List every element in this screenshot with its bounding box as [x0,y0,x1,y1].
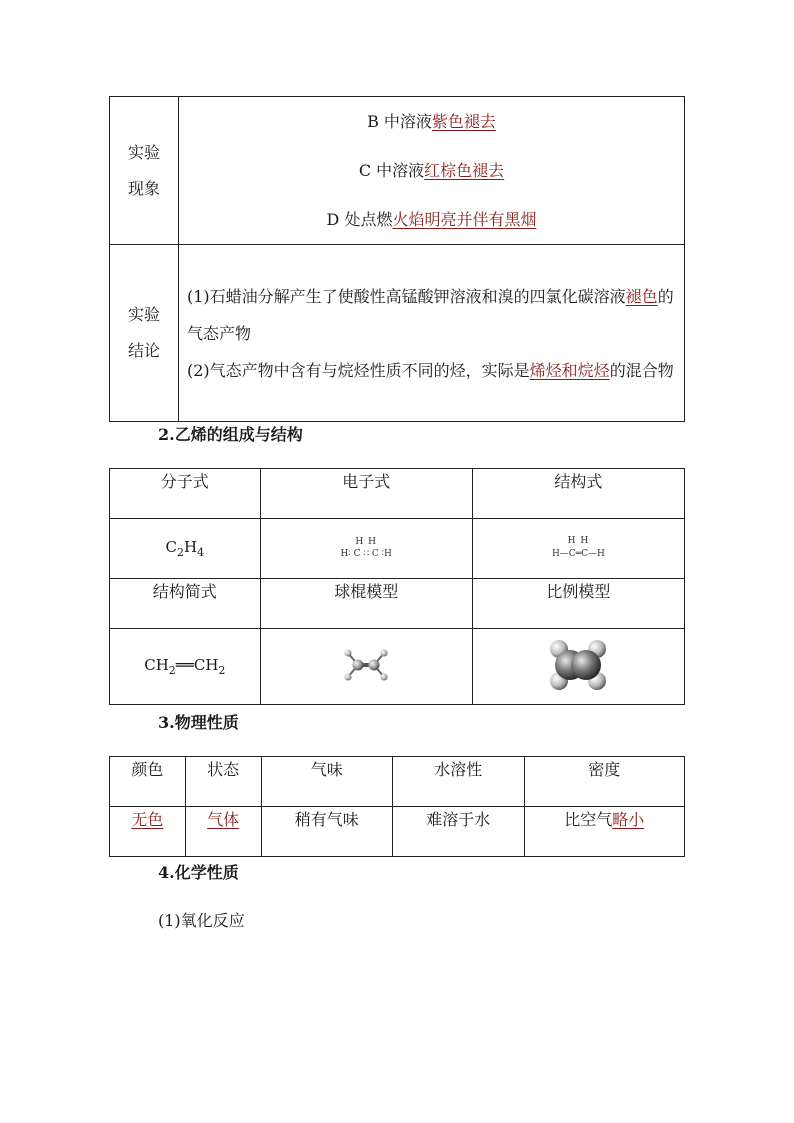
experiment-table [109,96,685,422]
phenomenon-line-b: B 中溶液紫色褪去 [367,112,496,131]
space-filling-model-cell [472,629,684,705]
space-filling-model-image [546,637,610,693]
section-heading-2: 2.乙烯的组成与结构 [158,425,303,444]
value-solubility: 难溶于水 [393,807,525,857]
structural-formula-top: H H [567,535,590,546]
phenomenon-label-cell [110,97,179,245]
structural-formula-main: H—C═C—H [551,548,605,559]
value-color: 无色 [110,807,186,857]
molecular-formula: $C_2H_4$ [110,519,261,579]
header-ball-stick: 球棍模型 [260,579,472,629]
header-structural-formula: 结构式 [472,469,684,519]
ethylene-structure-table [109,468,685,705]
phenomenon-line-d: D 处点燃火焰明亮并伴有黑烟 [326,210,537,229]
header-density: 密度 [524,757,684,807]
value-smell: 稍有气味 [261,807,393,857]
header-state: 状态 [185,757,261,807]
ball-stick-model-image [336,641,396,689]
electron-formula-main: H∶ C ∷ C ∶H [340,548,392,559]
sub-heading-oxidation: (1)氧化反应 [158,911,245,930]
header-smell: 气味 [261,757,393,807]
header-simple-formula: 结构简式 [110,579,261,629]
conclusion-label-cell [110,245,179,422]
ball-stick-model-cell [260,629,472,705]
conclusion-label: 实验 结论 [127,305,160,360]
section-heading-4: 4.化学性质 [158,863,239,882]
electron-formula-top: H H [355,536,377,547]
value-state: 气体 [185,807,261,857]
header-molecular-formula: 分子式 [110,469,261,519]
conclusion-1: (1)石蜡油分解产生了使酸性高锰酸钾溶液和溴的四氯化碳溶液褪色的气态产物 [187,286,674,343]
phenomenon-label: 实验 现象 [127,142,160,198]
header-space-filling: 比例模型 [472,579,684,629]
conclusion-2: (2)气态产物中含有与烷烃性质不同的烃，实际是烯烃和烷烃的混合物 [187,360,674,380]
section-heading-3: 3.物理性质 [158,713,239,732]
value-density: 比空气略小 [524,807,684,857]
phenomenon-line-c: C 中溶液红棕色褪去 [358,161,505,180]
header-solubility: 水溶性 [393,757,525,807]
header-color: 颜色 [110,757,186,807]
simple-formula: $CH_2══CH_2$ [110,629,261,705]
conclusion-cell [179,245,685,422]
physical-properties-table [109,756,685,857]
structural-formula [472,519,684,579]
header-electron-formula: 电子式 [260,469,472,519]
electron-formula [260,519,472,579]
phenomenon-cell [179,97,685,245]
